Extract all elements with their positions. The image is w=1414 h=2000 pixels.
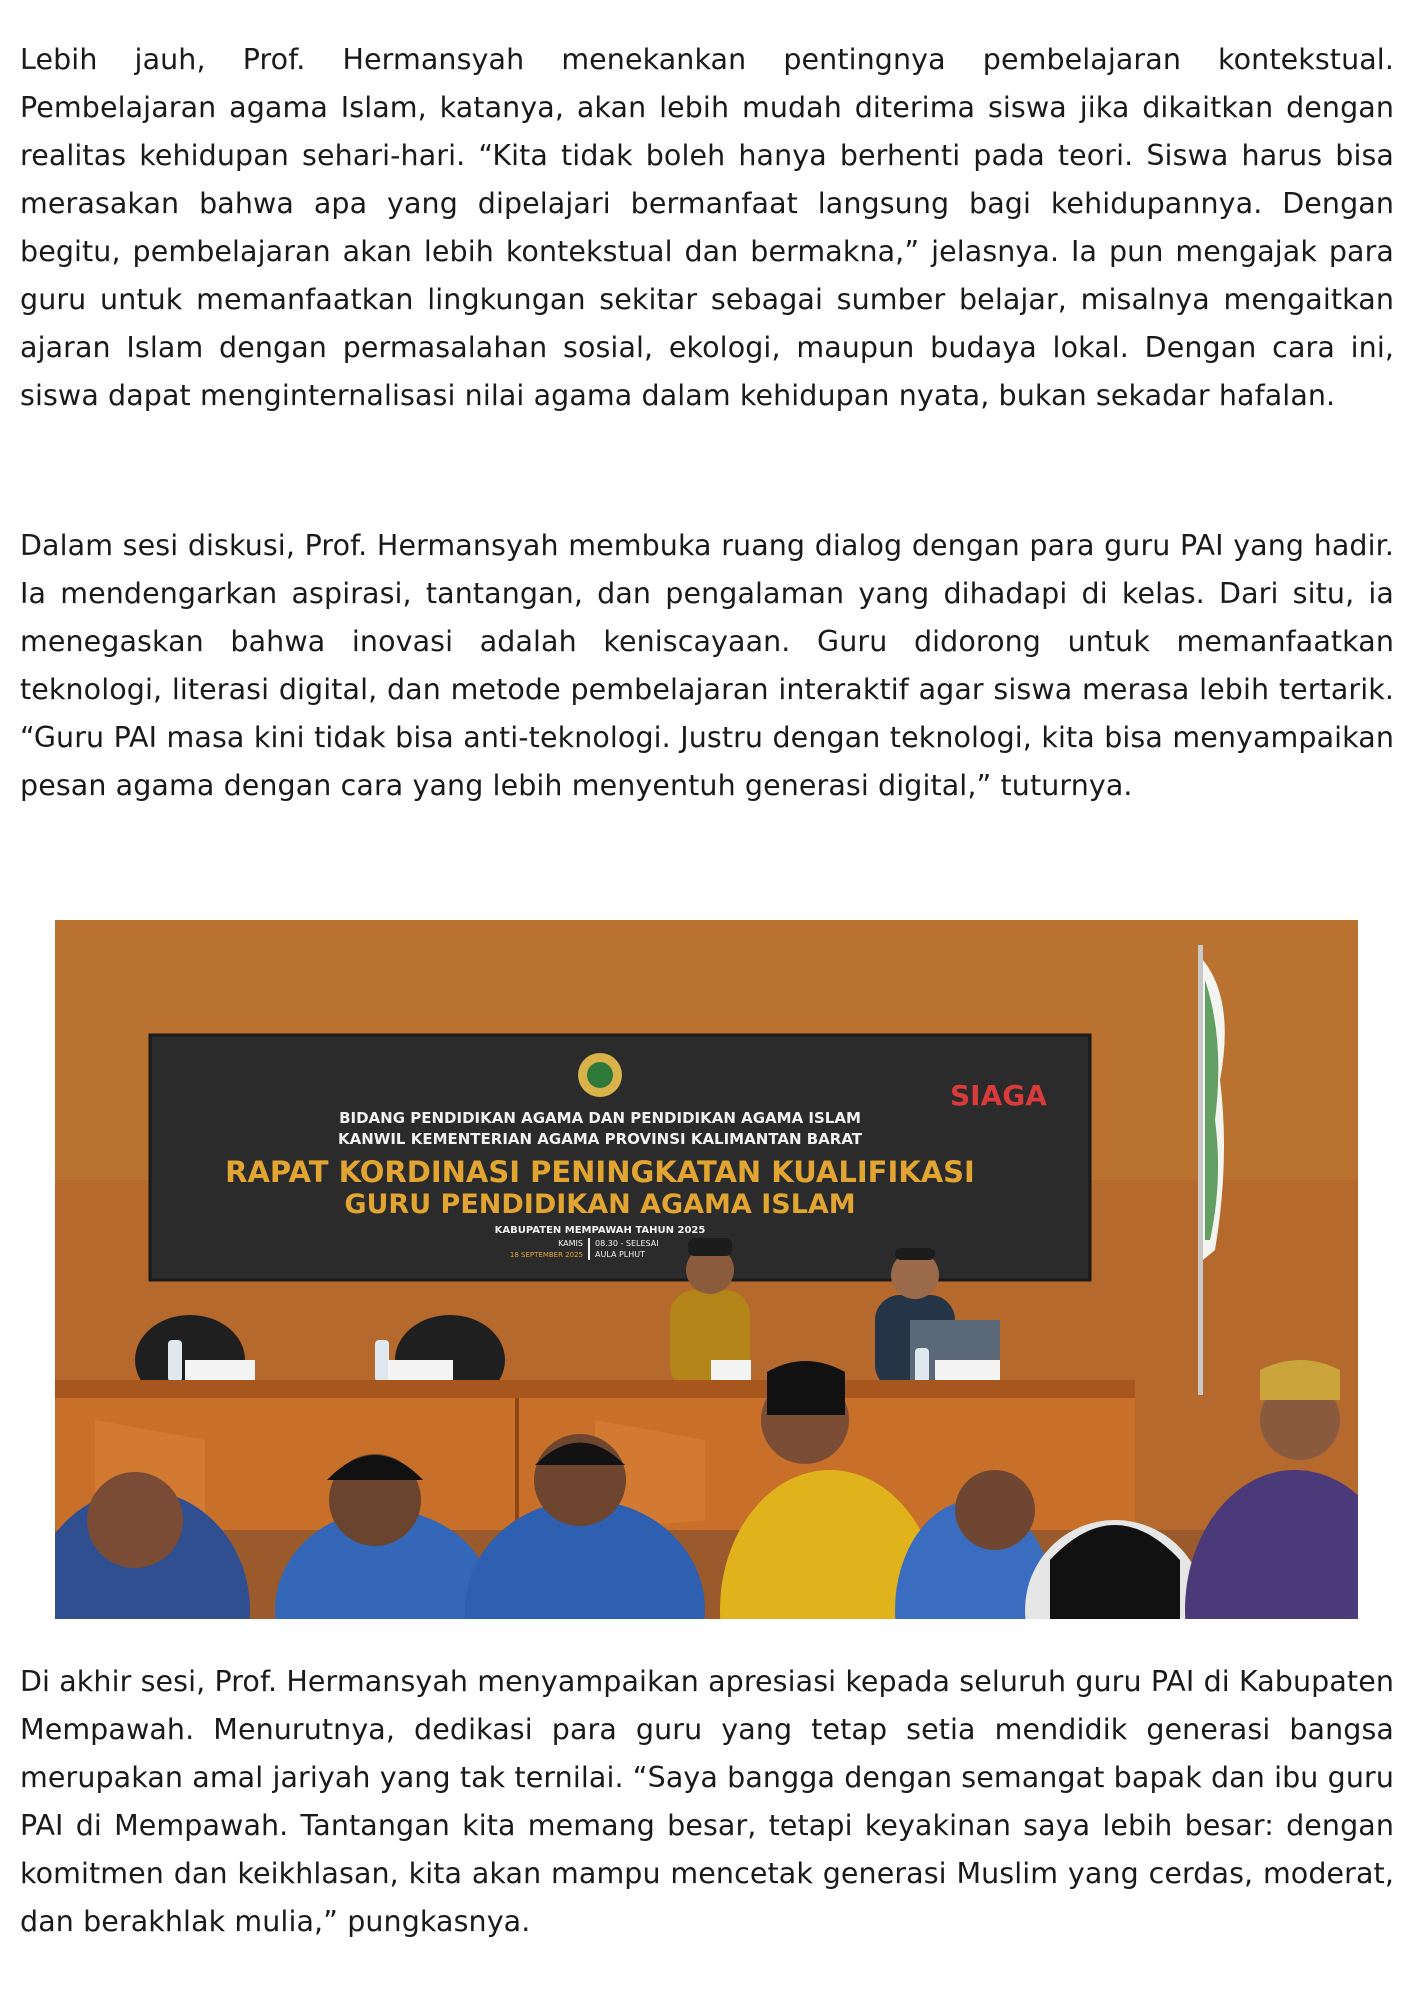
banner-venue: AULA PLHUT	[595, 1250, 646, 1259]
paragraph-3: Di akhir sesi, Prof. Hermansyah menyampaikan apresiasi kepada seluruh guru PAI di Kabupaten Mempawah. Menurutnya, dedikasi para guru yang tetap setia mendidik generasi bangsa merupakan amal jariyah yang tak ternilai. “Saya bangga dengan semangat bapak dan ibu guru PAI di Mempawah. Tantangan kita memang besar, tetapi keyakinan saya lebih besar: dengan komitmen dan keikhlasan, kita akan mampu mencetak generasi Muslim yang cerdas, moderat, dan berakhlak mulia,” pungkasnya.	[20, 1665, 1394, 1938]
banner-line1: BIDANG PENDIDIKAN AGAMA DAN PENDIDIKAN AGAMA ISLAM	[339, 1109, 861, 1127]
banner-subtitle: KABUPATEN MEMPAWAH TAHUN 2025	[494, 1225, 706, 1236]
banner-day: KAMIS	[558, 1239, 583, 1248]
banner-title1: RAPAT KORDINASI PENINGKATAN KUALIFIKASI	[225, 1155, 975, 1189]
paragraph-2: Dalam sesi diskusi, Prof. Hermansyah membuka ruang dialog dengan para guru PAI yang hadir. Ia mendengarkan aspirasi, tantangan, dan pengalaman yang dihadapi di kelas. Dari situ, ia menegaskan bahwa inovasi adalah keniscayaan. Guru didorong untuk memanfaatkan teknologi, literasi digital, dan metode pembelajaran interaktif agar siswa merasa lebih tertarik. “Guru PAI masa kini tidak bisa anti-teknologi. Justru dengan teknologi, kita bisa menyampaikan pesan agama dengan cara yang lebih menyentuh generasi digital,” tuturnya.	[20, 529, 1394, 802]
paragraph-1: Lebih jauh, Prof. Hermansyah menekankan pentingnya pembelajaran kontekstual. Pembelajaran agama Islam, katanya, akan lebih mudah diterima siswa jika dikaitkan dengan realitas kehidupan sehari-hari. “Kita tidak boleh hanya berhenti pada teori. Siswa harus bisa merasakan bahwa apa yang dipelajari bermanfaat langsung bagi kehidupannya. Dengan begitu, pembelajaran akan lebih kontekstual dan bermakna,” jelasnya. Ia pun mengajak para guru untuk memanfaatkan lingkungan sekitar sebagai sumber belajar, misalnya mengaitkan ajaran Islam dengan permasalahan sosial, ekologi, maupun budaya lokal. Dengan cara ini, siswa dapat menginternalisasi nilai agama dalam kehidupan nyata, bukan sekadar hafalan.	[20, 43, 1394, 412]
banner-line2: KANWIL KEMENTERIAN AGAMA PROVINSI KALIMANTAN BARAT	[338, 1130, 862, 1148]
event-photo	[55, 920, 1358, 1619]
banner-brand: SIAGA	[950, 1079, 1047, 1112]
banner-title2: GURU PENDIDIKAN AGAMA ISLAM	[344, 1189, 856, 1220]
banner-time: 08.30 - SELESAI	[595, 1239, 659, 1248]
banner-date: 18 SEPTEMBER 2025	[509, 1251, 583, 1259]
